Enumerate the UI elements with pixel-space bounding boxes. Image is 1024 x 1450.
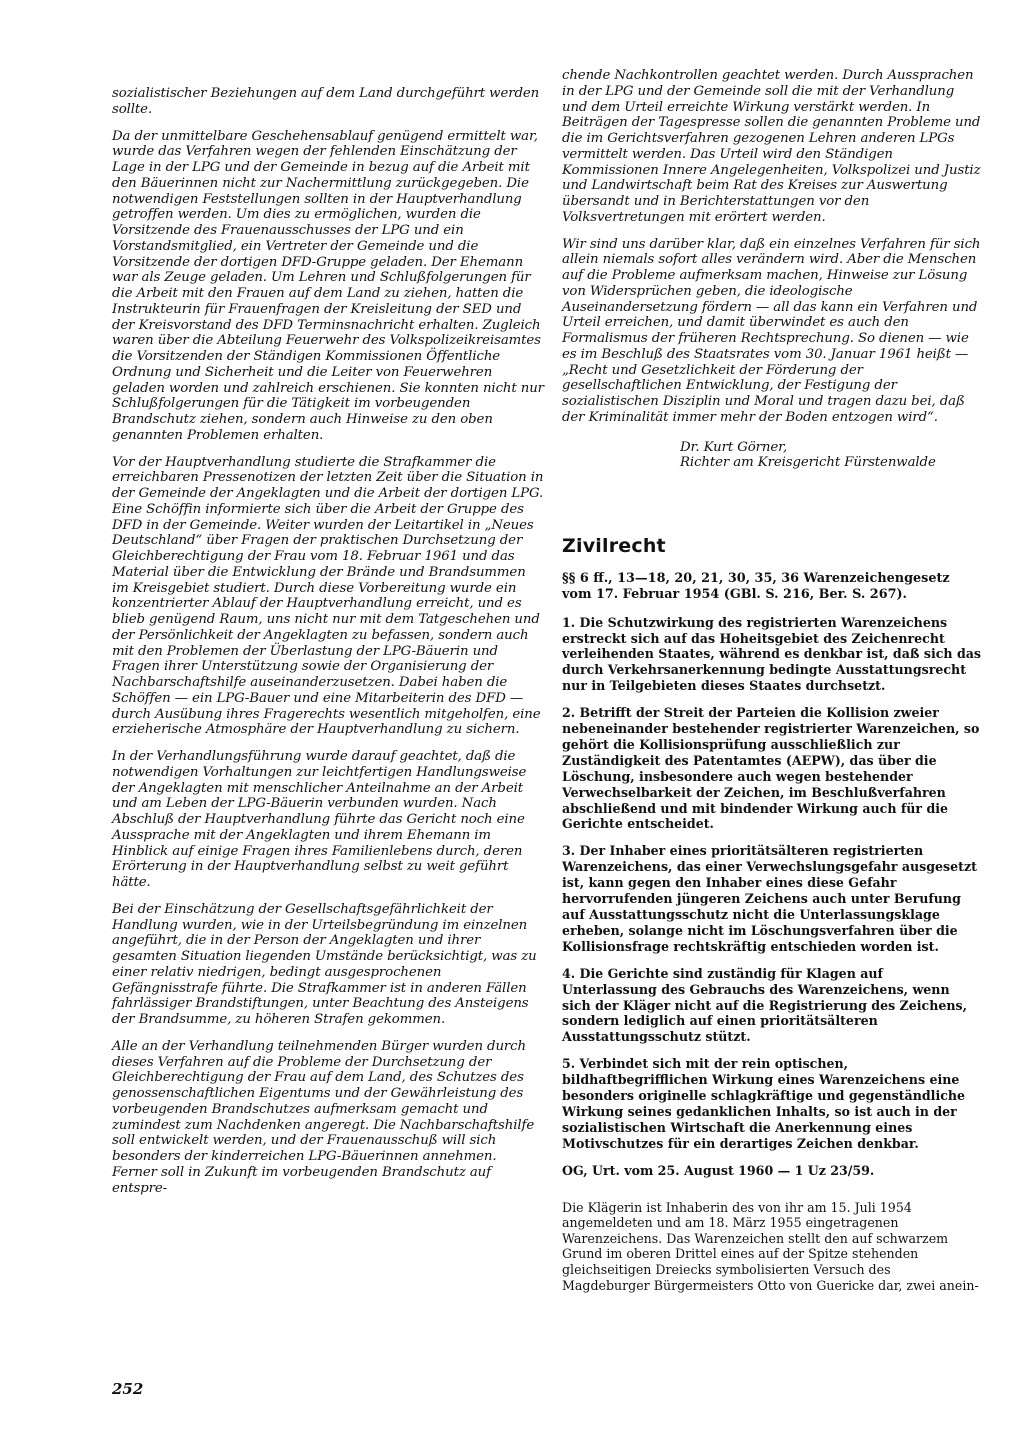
court-citation: OG, Urt. vom 25. August 1960 — 1 Uz 23/59. <box>562 1162 875 1178</box>
signature-role: Richter am Kreisgericht Fürstenwalde <box>680 455 936 471</box>
paragraph: In der Verhandlungsführung wurde darauf geachtet, daß die notwendigen Vorhaltungen zur leichtfertigen Handlungsweise der Angeklagten mit menschlicher Anteilnahme an der Arbeit und am Leben der LPG-Bäuerin verbunden wurden. Nach Abschluß der Hauptverhandlung führte das Gericht noch eine Aussprache mit der Angeklagten und ihrem Ehemann im Hinblick auf einige Fragen ihres Familienlebens durch, deren Erörterung in der Hauptverhandlung selbst zu weit geführt hätte. <box>112 749 527 890</box>
right-column <box>562 68 982 1304</box>
paragraph: sozialistischer Beziehungen auf dem Land durchgeführt werden sollte. <box>112 86 540 117</box>
left-column <box>112 68 544 1207</box>
section-heading: Zivilrecht <box>562 535 666 557</box>
paragraph: Bei der Einschätzung der Gesellschaftsgefährlichkeit der Handlung wurden, wie in der Urteilsbegründung im einzelnen angeführt, die in der Person der Angeklagten und ihrer gesamten Situation liegenden Umstände berücksichtigt, was zu einer relativ niedrigen, bedingt ausgesprochenen Gefängnisstrafe führte. Die Strafkammer ist in anderen Fällen fahrlässiger Brandstiftungen, unter Beachtung des Ansteigens der Brandsumme, zu höheren Strafen gekommen. <box>112 901 537 1027</box>
signature-name: Dr. Kurt Görner, <box>680 439 788 455</box>
headnote: 3. Der Inhaber eines prioritätsälteren registrierten Warenzeichens, das einer Verwechslungsgefahr ausgesetzt ist, kann gegen den Inhaber eines diese Gefahr hervorrufenden jüngeren Zeichens auch unter Berufung auf Ausstattungsschutz nicht die Unterlassungsklage erheben, solange nicht im Löschungsverfahren über die Kollisionsfrage rechtskräftig entschieden worden ist. <box>562 843 977 954</box>
headnote: 4. Die Gerichte sind zuständig für Klagen auf Unterlassung des Gebrauchs des Warenzeichens, wenn sich der Kläger nicht auf die Registrierung des Zeichens, sondern lediglich auf einen prioritätsälteren Ausstattungsschutz stützt. <box>562 965 968 1045</box>
paragraph: chende Nachkontrollen geachtet werden. Durch Aussprachen in der LPG und der Gemeinde soll die mit der Verhandlung und dem Urteil erreichte Wirkung verstärkt werden. In Beiträgen der Tagespresse sollen die genannten Probleme und die im Gerichtsverfahren gezogenen Lehren anderen LPGs vermittelt werden. Das Urteil wird den Ständigen Kommissionen Innere Angelegenheiten, Volkspolizei und Justiz und Landwirtschaft beim Rat des Kreises zur Auswertung übersandt und in Berichterstattungen vor den Volksvertretungen mit erörtert werden. <box>562 68 981 225</box>
statute-reference: §§ 6 ff., 13—18, 20, 21, 30, 35, 36 Warenzeichengesetz vom 17. Februar 1954 (GBl. S. 216, Ber. S. 267). <box>562 571 950 602</box>
paragraph: Alle an der Verhandlung teilnehmenden Bürger wurden durch dieses Verfahren auf die Probleme der Durchsetzung der Gleichberechtigung der Frau auf dem Land, des Schutzes des genossenschaftlichen Eigentums und der Gewährleistung des vorbeugenden Brandschutzes aufmerksam gemacht und zumindest zum Nachdenken angeregt. Die Nachbarschaftshilfe soll entwickelt werden, und der Frauenausschuß will sich besonders der kinderreichen LPG-Bäuerinnen annehmen. Ferner soll in Zukunft im vorbeugenden Brandschutz auf entspre- <box>112 1038 535 1196</box>
paragraph: Da der unmittelbare Geschehensablauf genügend ermittelt war, wurde das Verfahren wegen der fehlenden Einschätzung der Lage in der LPG und der Gemeinde in bezug auf die Arbeit mit den Bäuerinnen nicht zur Nachermittlung zurückgegeben. Die notwendigen Feststellungen sollten in der Hauptverhandlung getroffen werden. Um dies zu ermöglichen, wurden die Vorsitzende des Frauenausschusses der LPG und ein Vorstandsmitglied, ein Vertreter der Gemeinde und die Vorsitzende der dortigen DFD-Gruppe geladen. Der Ehemann war als Zeuge geladen. Um Lehren und Schlußfolgerungen für die Arbeit mit den Frauen auf dem Land zu ziehen, hatten die Instrukteurin für Frauenfragen der Kreisleitung der SED und der Kreisvorstand des DFD Terminsnachricht erhalten. Zugleich waren über die Abteilung Feuerwehr des Volkspolizeikreisamtes die Vorsitzenden der Ständigen Kommissionen Öffentliche Ordnung und Sicherheit und die Leiter von Feuerwehren geladen worden und zahlreich erschienen. Sie konnten nicht nur Schlußfolgerungen für die Tätigkeit im vorbeugenden Brandschutz ziehen, sondern auch Hinweise zu den oben genannten Problemen erhalten. <box>112 128 544 443</box>
paragraph: Wir sind uns darüber klar, daß ein einzelnes Verfahren für sich allein niemals sofort alles verändern wird. Aber die Menschen auf die Probleme aufmerksam machen, Hinweise zur Lösung von Widersprüchen geben, die ideologische Auseinandersetzung fördern — all das kann ein Verfahren und Urteil erreichen, und damit überwindet es auch den Formalismus der früheren Rechtsprechung. So dienen — wie es im Beschluß des Staatsrates vom 30. Januar 1961 heißt — „Recht und Gesetzlichkeit der Förderung der gesellschaftlichen Entwicklung, der Festigung der sozialistischen Disziplin und Moral und tragen dazu bei, daß der Kriminalität immer mehr der Boden entzogen wird“. <box>562 236 981 425</box>
headnote: 2. Betrifft der Streit der Parteien die Kollision zweier nebeneinander bestehender registrierter Warenzeichen, so gehört die Kollisionsprüfung ausschließlich zur Zuständigkeit des Patentamtes (AEPW), das über die Löschung, insbesondere auch wegen bestehender Verwechselbarkeit der Zeichen, im Beschlußverfahren abschließend und mit bindender Wirkung auch für die Gerichte entscheidet. <box>562 705 980 832</box>
signature-block <box>680 440 982 472</box>
page-number: 252 <box>112 1380 144 1398</box>
paragraph: Vor der Hauptverhandlung studierte die Strafkammer die erreichbaren Pressenotizen der letzten Zeit über die Situation in der Gemeinde der Angeklagten und die Arbeit der dortigen LPG. Eine Schöffin informierte sich über die Arbeit der Gruppe des DFD in der Gemeinde. Weiter wurden der Leitartikel in „Neues Deutschland“ über Fragen der praktischen Durchsetzung der Gleichberechtigung der Frau vom 18. Februar 1961 und das Material über die Entwicklung der Brände und Brandsummen im Kreisgebiet studiert. Durch diese Vorbereitung wurde ein konzentrierter Ablauf der Hauptverhandlung erreicht, und es blieb genügend Raum, uns nicht nur mit dem Tatgeschehen und der Persönlichkeit der Angeklagten zu befassen, sondern auch mit den Problemen der Überlastung der LPG-Bäuerin und Fragen ihrer Unterstützung sowie der Organisierung der Nachbarschaftshilfe auseinanderzusetzen. Dabei haben die Schöffen — ein LPG-Bauer und eine Mitarbeiterin des DFD — durch Ausübung ihres Fragerechts wesentlich mitgeholfen, eine erzieherische Atmosphäre der Hauptverhandlung zu sichern. <box>112 454 544 738</box>
headnote: 1. Die Schutzwirkung des registrierten Warenzeichens erstreckt sich auf das Hoheitsgebiet des Zeichenrecht verleihenden Staates, während es denkbar ist, daß sich das durch Verkehrsanerkennung bedingte Ausstattungsrecht nur in Teilgebieten dieses Staates durchsetzt. <box>562 614 981 694</box>
headnote: 5. Verbindet sich mit der rein optischen, bildhaftbegrifflichen Wirkung eines Warenzeichens eine besonders originelle schlagkräftige und gegenständliche Wirkung seines gedanklichen Inhalts, so ist auch in der sozialistischen Wirtschaft die Anerkennung eines Motivschutzes für ein derartiges Zeichen denkbar. <box>562 1056 966 1151</box>
body-text: Die Klägerin ist Inhaberin des von ihr am 15. Juli 1954 angemeldeten und am 18. März 1955 eingetragenen Warenzeichens. Das Warenzeichen stellt den auf schwarzem Grund im oberen Drittel eines auf der Spitze stehenden gleichseitigen Dreiecks symbolisierten Versuch des Magdeburger Bürgermeisters Otto von Guericke dar, zwei anein- <box>562 1199 979 1293</box>
